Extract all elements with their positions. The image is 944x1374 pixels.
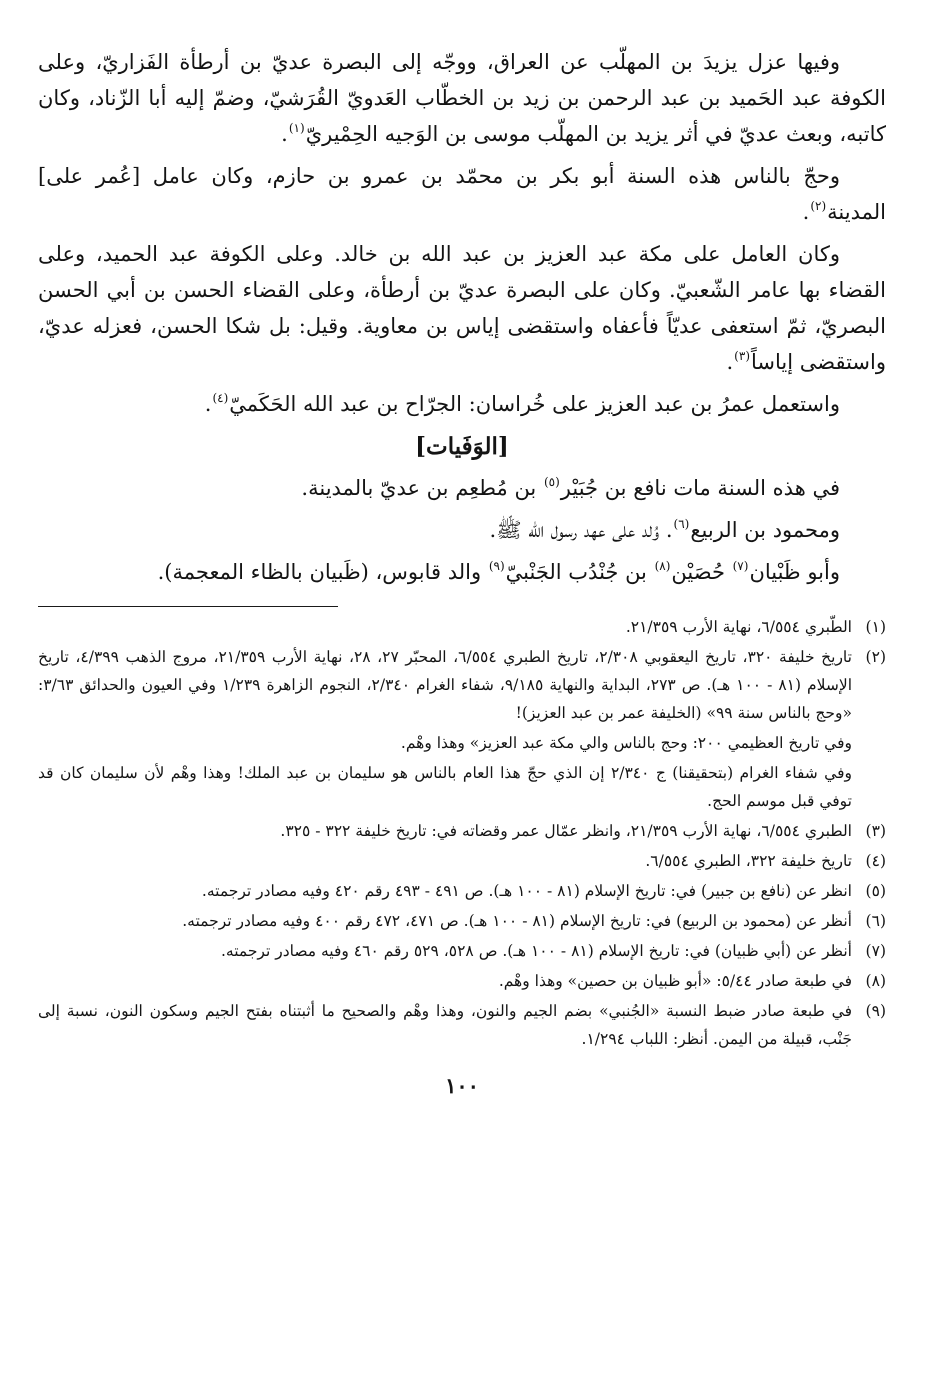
footnote-text: الطبري ٦/٥٥٤، نهاية الأرب ٢١/٣٥٩، وانظر عمّال عمر وقضاته في: تاريخ خليفة ٣٢٢ - ٣٢٥. (280, 822, 852, 840)
entry-text: . وُلد على عهد رسول الله ﷺ. (489, 518, 673, 542)
footnote-number: (٥) (865, 882, 886, 900)
footnote (38, 877, 886, 905)
footnote-ref[interactable]: (٢) (810, 199, 827, 213)
footnote (38, 907, 886, 935)
footnote-ref[interactable]: (٩) (488, 559, 505, 573)
footnote (38, 643, 886, 727)
footnotes (38, 613, 886, 1053)
paragraph-text: واستعمل عمرُ بن عبد العزيز على خُراسان: الجرّاح بن عبد الله الحَكَميّ (229, 392, 840, 416)
footnote-text: تاريخ خليفة ٣٢٠، تاريخ اليعقوبي ٢/٣٠٨، تاريخ الطبري ٦/٥٥٤، المحبّر ٢٧، ٢٨، نهاية الأرب ٢١/٣٥٩، مروج الذهب ٤/٣٩٩، تاريخ الإسلام (٨١ - ١٠٠ هـ). ص ٢٧٣، البداية والنهاية ٩/١٨٥، شفاء الغرام ٢/٣٤٠، النجوم الزاهرة ١/٢٣٩ وفي العيون والحدائق ٣/٦٣: «وحج بالناس سنة ٩٩» (الخليفة عمر بن عبد العزيز)! (38, 648, 853, 722)
section-heading: [الوَفَيات] (415, 433, 509, 460)
footnote-ref[interactable]: (٥) (543, 475, 560, 489)
footnote-text: في طبعة صادر ٥/٤٤: «أبو ظبيان بن حصين» وهذا وهْم. (498, 972, 852, 990)
footnote (38, 997, 886, 1053)
footnote-ref[interactable]: (٤) (212, 391, 229, 405)
footnote-text: تاريخ خليفة ٣٢٢، الطبري ٦/٥٥٤. (645, 852, 852, 870)
footnote-text: الطّبري ٦/٥٥٤، نهاية الأرب ٢١/٣٥٩. (625, 618, 852, 636)
footnote-divider (38, 606, 338, 607)
footnote-number: (٤) (865, 852, 886, 870)
footnote-number: (٣) (865, 822, 886, 840)
entry-text: وأبو ظَبْيان (749, 560, 840, 584)
footnote-text: أنظر عن (أبي ظبيان) في: تاريخ الإسلام (٨١ - ١٠٠ هـ). ص ٥٢٨، ٥٢٩ رقم ٤٦٠ وفيه مصادر ترجمته. (220, 942, 852, 960)
book-page (38, 44, 886, 1374)
footnote (38, 613, 886, 641)
footnote-number: (٨) (865, 972, 886, 990)
footnote (38, 937, 886, 965)
paragraph-text: وحجّ بالناس هذه السنة أبو بكر بن محمّد بن عمرو بن حازم، وكان عامل [عُمر على] المدينة (38, 164, 886, 224)
footnote-ref[interactable]: (١) (288, 121, 305, 135)
death-entry (38, 512, 886, 548)
footnote-number: (٦) (865, 912, 886, 930)
paragraph (38, 236, 886, 380)
footnote-number: (٩) (865, 1002, 886, 1020)
entry-text: حُصَيْن (671, 560, 732, 584)
footnote (38, 967, 886, 995)
footnote-number: (١) (865, 618, 886, 636)
entry-text: والد قابوس، (ظَبيان بالظاء المعجمة). (157, 560, 488, 584)
footnote-text: أنظر عن (محمود بن الربيع) في: تاريخ الإسلام (٨١ - ١٠٠ هـ). ص ٤٧١، ٤٧٢ رقم ٤٠٠ وفيه مصادر ترجمته. (182, 912, 852, 930)
footnote (38, 847, 886, 875)
main-text (38, 44, 886, 590)
footnote-number: (٧) (865, 942, 886, 960)
footnote-ref[interactable]: (٣) (734, 349, 750, 363)
paragraph (38, 386, 886, 422)
footnote (38, 817, 886, 845)
entry-text: بن جُنْدُب الجَنْبيّ (505, 560, 654, 584)
paragraph (38, 44, 886, 152)
paragraph (38, 158, 886, 230)
paragraph-end: . (726, 350, 734, 374)
paragraph-text: وكان العامل على مكة عبد العزيز بن عبد الله بن خالد. وعلى الكوفة عبد الحميد، وعلى القضاء بها عامر الشّعبيّ. وكان على البصرة عديّ بن أرطأة، وعلى القضاء الحسن بن أبي الحسن البصريّ، ثمّ استعفى عديّاً فأعفاه واستقضى إياس بن معاوية. وقيل: بل شكا الحسن، فعزله عديّ، واستقضى إياساً (38, 242, 886, 374)
entry-text: في هذه السنة مات نافع بن جُبَيْر (560, 476, 840, 500)
death-entry (38, 554, 886, 590)
paragraph-end: . (802, 200, 810, 224)
page-number: ١٠٠ (445, 1073, 479, 1098)
footnote-continuation: وفي تاريخ العظيمي ٢٠٠: وحج بالناس والي مكة عبد العزيز» وهذا وهْم. (400, 734, 852, 752)
paragraph-text: وفيها عزل يزيدَ بن المهلّب عن العراق، ووجّه إلى البصرة عديّ بن أرطأة الفَزاريّ، وعلى الكوفة عبد الحَميد بن عبد الرحمن بن زيد بن الخطّاب العَدويّ القُرَشيّ، وضمّ إليه أبا الزّناد، وكان كاتبه، وبعث عديّ في أثر يزيد بن المهلّب موسى بن الوَجيه الحِمْيريّ (38, 50, 886, 146)
footnote-text: انظر عن (نافع بن جبير) في: تاريخ الإسلام (٨١ - ١٠٠ هـ). ص ٤٩١ - ٤٩٣ رقم ٤٢٠ وفيه مصادر ترجمته. (201, 882, 852, 900)
paragraph-end: . (204, 392, 212, 416)
footnote-ref[interactable]: (٨) (654, 559, 671, 573)
paragraph-end: . (281, 122, 288, 146)
death-entry (38, 470, 886, 506)
footnote-ref[interactable]: (٧) (732, 559, 749, 573)
entry-text: بن مُطعِم بن عديّ بالمدينة. (301, 476, 543, 500)
footnote-continuation: وفي شفاء الغرام (بتحقيقنا) ج ٢/٣٤٠ إن الذي حجّ هذا العام بالناس هو سليمان بن عبد الملك! وهذا وهْم لأن سليمان كان قد توفي قبل موسم الحج. (38, 764, 852, 810)
footnote-text: في طبعة صادر ضبط النسبة «الجُنبي» بضم الجيم والنون، وهذا وهْم والصحيح ما أثبتناه بفتح الجيم وسكون النون، نسبة إلى جَنْب، قبيلة من اليمن. أنظر: اللباب ١/٢٩٤. (38, 1002, 852, 1048)
footnote-number: (٢) (865, 648, 886, 666)
entry-text: ومحمود بن الربيع (690, 518, 840, 542)
footnote-ref[interactable]: (٦) (673, 517, 690, 531)
